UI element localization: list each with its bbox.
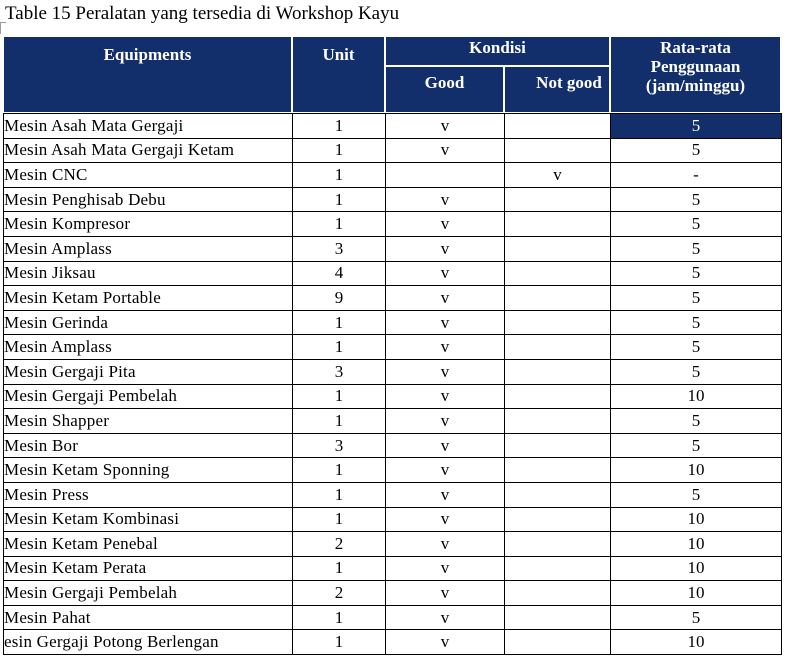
header-equipments [3,36,292,113]
usage-cell: 5 [611,114,782,139]
header-not-good [504,66,610,113]
good-cell: v [386,409,505,434]
not-good-cell [505,286,611,311]
usage-cell: 5 [611,212,782,237]
good-cell [386,163,505,188]
not-good-cell [505,335,611,360]
unit-cell: 1 [293,335,386,360]
unit-cell: 2 [293,532,386,557]
usage-cell: 10 [611,507,782,532]
equipment-name-cell: Mesin Ketam Kombinasi [4,507,293,532]
table-row [4,261,782,286]
unit-cell: 1 [293,409,386,434]
usage-cell: 10 [611,556,782,581]
table-caption: Table 15 Peralatan yang tersedia di Workshop Kayu [5,3,400,24]
equipment-name-cell: Mesin Bor [4,433,293,458]
not-good-cell: v [505,163,611,188]
equipment-name-cell: Mesin CNC [4,163,293,188]
equipment-name-cell: esin Gergaji Potong Berlengan [4,630,293,655]
not-good-cell [505,605,611,630]
not-good-cell [505,507,611,532]
header-kondisi-label: Kondisi [469,38,526,57]
table-row [4,409,782,434]
not-good-cell [505,630,611,655]
table-row [4,605,782,630]
header-unit [292,36,385,113]
usage-cell: 5 [611,433,782,458]
not-good-cell [505,236,611,261]
equipment-name-cell: Mesin Amplass [4,335,293,360]
equipment-table [3,113,782,655]
table-row [4,458,782,483]
table-row [4,384,782,409]
not-good-cell [505,482,611,507]
table-row [4,433,782,458]
usage-cell: 5 [611,359,782,384]
usage-cell: 10 [611,458,782,483]
not-good-cell [505,532,611,557]
usage-cell: 5 [611,236,782,261]
table-row [4,335,782,360]
good-cell: v [386,581,505,606]
equipment-name-cell: Mesin Asah Mata Gergaji Ketam [4,138,293,163]
not-good-cell [505,556,611,581]
good-cell: v [386,187,505,212]
not-good-cell [505,212,611,237]
good-cell: v [386,556,505,581]
unit-cell: 1 [293,630,386,655]
usage-cell: - [611,163,782,188]
unit-cell: 9 [293,286,386,311]
usage-cell: 5 [611,286,782,311]
unit-cell: 1 [293,605,386,630]
text-boundary-mark [0,22,6,34]
good-cell: v [386,261,505,286]
equipment-name-cell: Mesin Ketam Portable [4,286,293,311]
not-good-cell [505,114,611,139]
table-row [4,507,782,532]
table-row [4,187,782,212]
not-good-cell [505,187,611,212]
equipment-name-cell: Mesin Press [4,482,293,507]
usage-cell: 5 [611,261,782,286]
unit-cell: 3 [293,359,386,384]
header-not-good-label: Not good [536,73,602,92]
table-row [4,138,782,163]
table-row [4,286,782,311]
header-usage-label: Rata-rata Penggunaan (jam/minggu) [645,38,746,95]
header-unit-label: Unit [322,45,355,64]
table-row [4,581,782,606]
table-row [4,630,782,655]
unit-cell: 2 [293,581,386,606]
good-cell: v [386,138,505,163]
not-good-cell [505,433,611,458]
equipment-name-cell: Mesin Ketam Sponning [4,458,293,483]
equipment-name-cell: Mesin Gergaji Pembelah [4,581,293,606]
usage-cell: 5 [611,605,782,630]
unit-cell: 1 [293,482,386,507]
table-row [4,556,782,581]
good-cell: v [386,335,505,360]
table-row [4,212,782,237]
table-row [4,163,782,188]
unit-cell: 1 [293,310,386,335]
unit-cell: 1 [293,187,386,212]
usage-cell: 10 [611,630,782,655]
not-good-cell [505,384,611,409]
table-row [4,359,782,384]
usage-cell: 5 [611,335,782,360]
good-cell: v [386,482,505,507]
equipment-name-cell: Mesin Gergaji Pita [4,359,293,384]
equipment-name-cell: Mesin Gerinda [4,310,293,335]
unit-cell: 1 [293,212,386,237]
equipment-name-cell: Mesin Pahat [4,605,293,630]
good-cell: v [386,507,505,532]
equipment-name-cell: Mesin Jiksau [4,261,293,286]
unit-cell: 3 [293,433,386,458]
equipment-name-cell: Mesin Asah Mata Gergaji [4,114,293,139]
usage-cell: 5 [611,138,782,163]
equipment-name-cell: Mesin Ketam Perata [4,556,293,581]
usage-cell: 10 [611,532,782,557]
good-cell: v [386,605,505,630]
usage-cell: 5 [611,482,782,507]
usage-cell: 5 [611,187,782,212]
unit-cell: 1 [293,556,386,581]
not-good-cell [505,310,611,335]
equipment-name-cell: Mesin Ketam Penebal [4,532,293,557]
usage-cell: 5 [611,409,782,434]
usage-cell: 5 [611,310,782,335]
usage-cell: 10 [611,384,782,409]
not-good-cell [505,359,611,384]
good-cell: v [386,532,505,557]
good-cell: v [386,433,505,458]
unit-cell: 1 [293,458,386,483]
good-cell: v [386,359,505,384]
not-good-cell [505,261,611,286]
header-good [385,66,504,113]
good-cell: v [386,114,505,139]
equipment-name-cell: Mesin Kompresor [4,212,293,237]
good-cell: v [386,458,505,483]
not-good-cell [505,581,611,606]
equipment-name-cell: Mesin Penghisab Debu [4,187,293,212]
good-cell: v [386,236,505,261]
equipment-name-cell: Mesin Shapper [4,409,293,434]
equipment-table-body [4,114,782,655]
unit-cell: 1 [293,138,386,163]
header-usage [610,36,781,113]
good-cell: v [386,384,505,409]
unit-cell: 1 [293,163,386,188]
table-row [4,310,782,335]
good-cell: v [386,630,505,655]
unit-cell: 1 [293,507,386,532]
unit-cell: 1 [293,114,386,139]
unit-cell: 4 [293,261,386,286]
not-good-cell [505,409,611,434]
unit-cell: 1 [293,384,386,409]
header-kondisi [385,36,610,66]
equipment-name-cell: Mesin Gergaji Pembelah [4,384,293,409]
header-good-label: Good [424,73,465,92]
table-row [4,114,782,139]
table-row [4,532,782,557]
equipment-name-cell: Mesin Amplass [4,236,293,261]
table-row [4,236,782,261]
not-good-cell [505,458,611,483]
good-cell: v [386,310,505,335]
usage-cell: 10 [611,581,782,606]
table-row [4,482,782,507]
not-good-cell [505,138,611,163]
good-cell: v [386,212,505,237]
good-cell: v [386,286,505,311]
header-equipments-label: Equipments [103,45,192,64]
unit-cell: 3 [293,236,386,261]
